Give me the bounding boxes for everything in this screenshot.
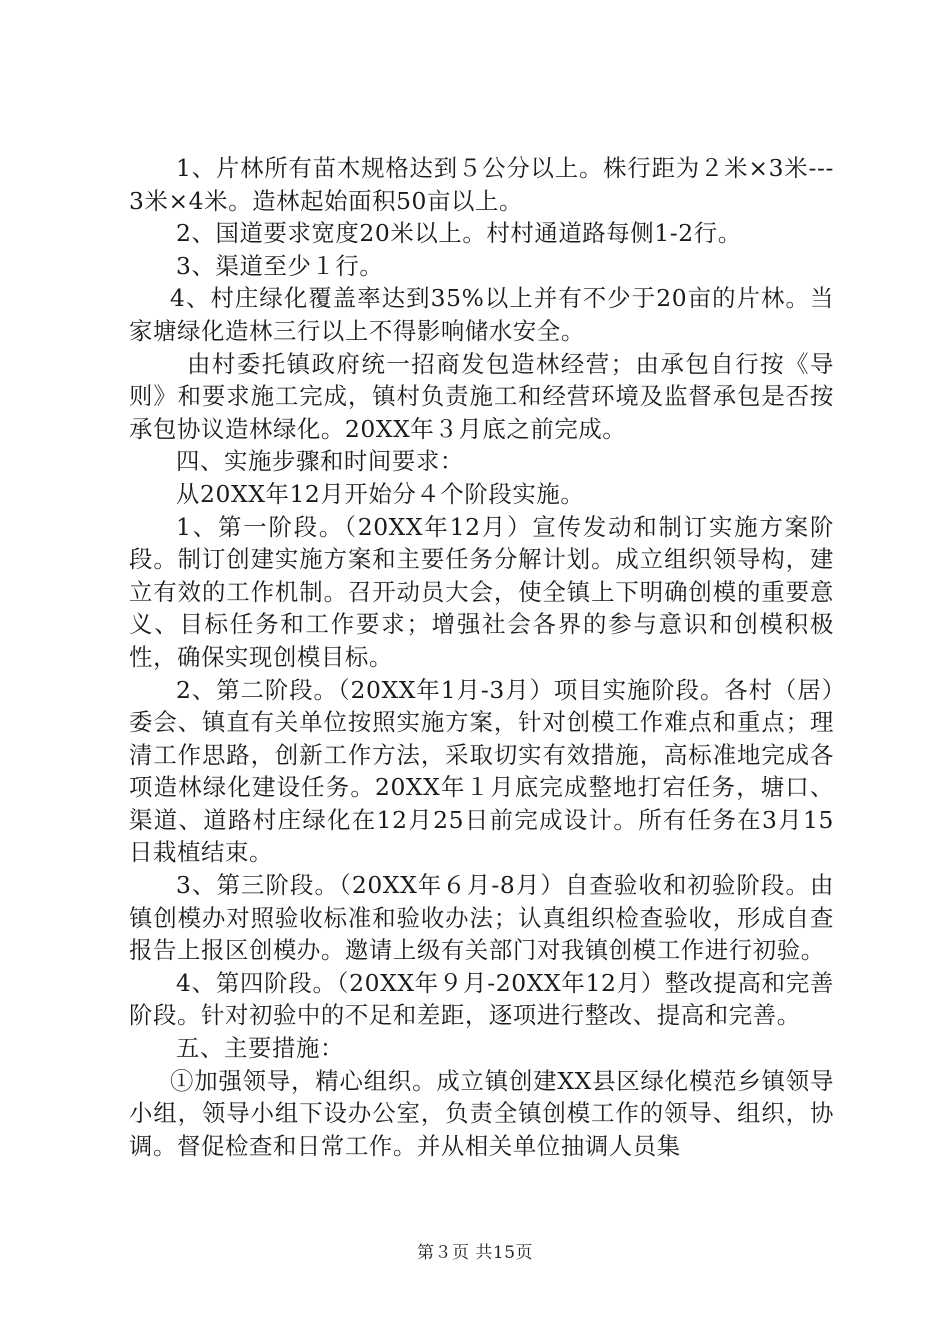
- paragraph-stage-two: 2、第二阶段。（20XX年1月-3月）项目实施阶段。各村（居）委会、镇直有关单位按照实施方案，针对创模工作难点和重点；理清工作思路，创新工作方法，采取切实有效措施，高标准地完成各项造林绿化建设任务。20XX年１月底完成整地打宕任务，塘口、渠道、道路村庄绿化在12月25日前完成设计。所有任务在3月15日栽植结束。: [129, 675, 834, 867]
- paragraph-stage-four: 4、第四阶段。（20XX年９月-20XX年12月）整改提高和完善阶段。针对初验中的不足和差距，逐项进行整改、提高和完善。: [129, 968, 834, 1030]
- paragraph-contracting: 由村委托镇政府统一招商发包造林经营；由承包自行按《导则》和要求施工完成，镇村负责施工和经营环境及监督承包是否按承包协议造林绿化。20XX年３月底之前完成。: [129, 349, 834, 443]
- paragraph-measure-one: ①加强领导，精心组织。成立镇创建XX县区绿化模范乡镇领导小组，领导小组下设办公室，负责全镇创模工作的领导、组织，协调。督促检查和日常工作。并从相关单位抽调人员集: [129, 1066, 834, 1160]
- paragraph-village-coverage: 4、村庄绿化覆盖率达到35%以上并有不少于20亩的片林。当家塘绿化造林三行以上不得影响储水安全。: [129, 284, 834, 345]
- paragraph-channel: 3、渠道至少１行。: [176, 251, 384, 280]
- paragraph-highway-width: 2、国道要求宽度20米以上。村村通道路每侧1-2行。: [176, 219, 742, 248]
- section-heading-measures: 五、主要措施：: [176, 1034, 344, 1063]
- paragraph-four-stages: 从20XX年12月开始分４个阶段实施。: [176, 479, 585, 508]
- paragraph-seedling-spec: 1、片林所有苗木规格达到５公分以上。株行距为２米×3米---3米×4米。造林起始面积50亩以上。: [129, 154, 834, 215]
- paragraph-stage-three: 3、第三阶段。（20XX年６月-8月）自查验收和初验阶段。由镇创模办对照验收标准和验收办法；认真组织检查验收，形成自查报告上报区创模办。邀请上级有关部门对我镇创模工作进行初验。: [129, 871, 834, 965]
- section-heading-steps: 四、实施步骤和时间要求：: [176, 447, 464, 476]
- page-number: 第３页 共15页: [416, 1243, 534, 1263]
- document-body: [129, 152, 834, 1162]
- paragraph-stage-one: 1、第一阶段。（20XX年12月）宣传发动和制订实施方案阶段。制订创建实施方案和主要任务分解计划。成立组织领导构，建立有效的工作机制。召开动员大会，使全镇上下明确创模的重要意义、目标任务和工作要求；增强社会各界的参与意识和创模积极性，确保实现创模目标。: [129, 512, 834, 671]
